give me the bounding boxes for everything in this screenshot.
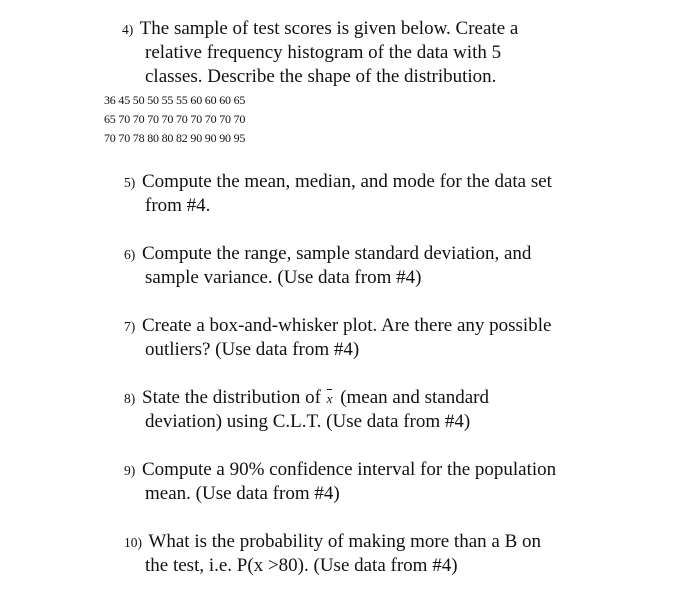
problem-5-line-1 [124, 171, 552, 194]
problem-number: 6) [124, 247, 136, 262]
problem-text: Compute the range, sample standard deviation, and [142, 243, 532, 264]
problem-number: 7) [124, 319, 136, 334]
problem-text-before: State the distribution of [142, 387, 321, 408]
data-row-1: 36 45 50 50 55 55 60 60 60 65 [104, 93, 246, 107]
problem-9-line-1 [124, 459, 556, 482]
problem-text: The sample of test scores is given below. Create a [139, 18, 519, 39]
problem-4-line-2: relative frequency histogram of the data with 5 [145, 42, 502, 63]
problem-text: Compute a 90% confidence interval for the population [142, 459, 557, 480]
data-row-2: 65 70 70 70 70 70 70 70 70 70 [104, 112, 246, 126]
problem-text: Compute the mean, median, and mode for the data set [142, 171, 552, 192]
problem-number: 8) [124, 391, 136, 406]
data-row-3: 70 70 78 80 80 82 90 90 90 95 [104, 131, 246, 145]
problem-number: 10) [124, 535, 142, 550]
problem-8-line-2: deviation) using C.L.T. (Use data from #4) [145, 411, 471, 432]
problem-number: 5) [124, 175, 136, 190]
problem-text: What is the probability of making more than a B on [148, 531, 542, 552]
problem-7-line-1 [124, 315, 551, 338]
problem-text: Create a box-and-whisker plot. Are there any possible [142, 315, 552, 336]
problem-5-line-2: from #4. [145, 195, 211, 216]
problem-10-line-1 [124, 531, 541, 554]
problem-4-line-3: classes. Describe the shape of the distribution. [145, 66, 497, 87]
problem-9-line-2: mean. (Use data from #4) [145, 483, 340, 504]
problem-8-line-1 [124, 387, 489, 410]
x-bar-symbol: x [327, 388, 333, 410]
problem-number: 9) [124, 463, 136, 478]
problem-6-line-1 [124, 243, 531, 266]
problem-7-line-2: outliers? (Use data from #4) [145, 339, 360, 360]
problem-number: 4) [122, 22, 134, 37]
problem-10-line-2: the test, i.e. P(x >80). (Use data from #4) [145, 555, 458, 576]
problem-4-line-1 [122, 18, 518, 41]
problem-6-line-2: sample variance. (Use data from #4) [145, 267, 422, 288]
problem-text-after: (mean and standard [340, 387, 489, 408]
